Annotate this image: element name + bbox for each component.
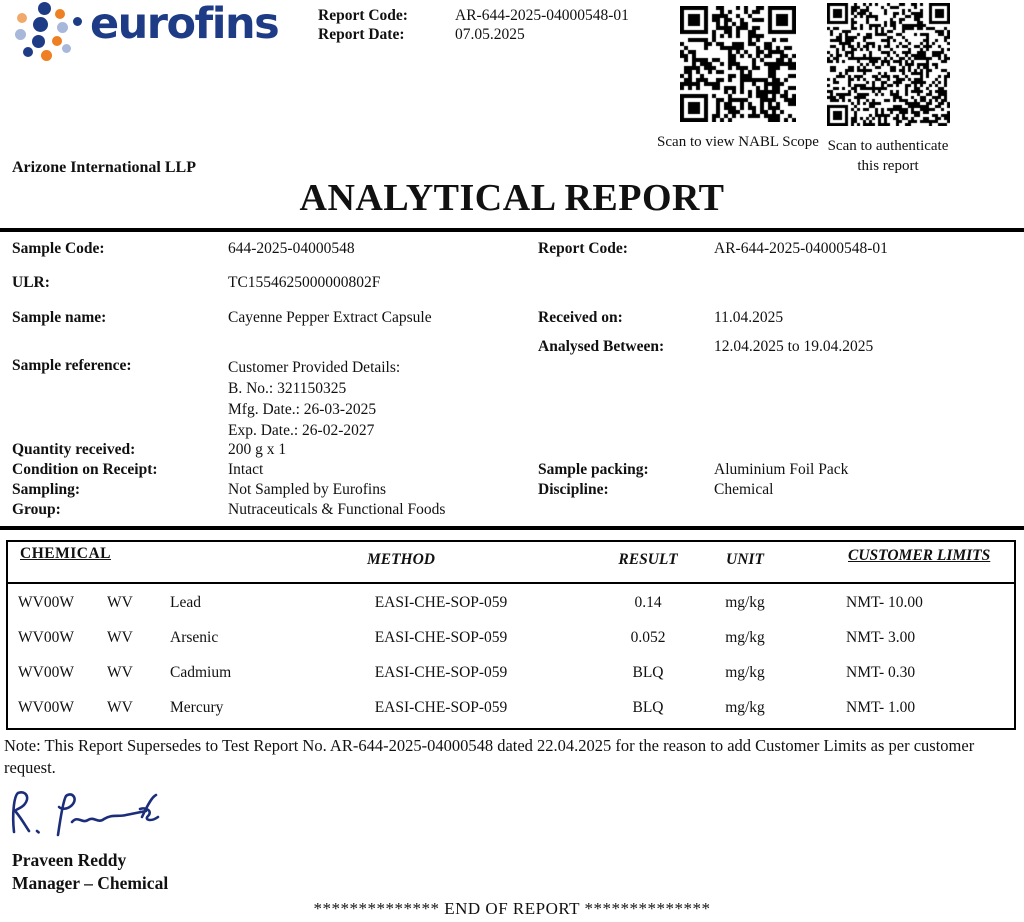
sample-reference-line: Exp. Date.: 26-02-2027 xyxy=(228,422,375,439)
group-value: Nutraceuticals & Functional Foods xyxy=(228,501,446,518)
qr-code-authenticate xyxy=(827,3,950,126)
analysed-between-value: 12.04.2025 to 19.04.2025 xyxy=(714,338,874,355)
divider-info-bottom xyxy=(0,526,1024,530)
row-result: BLQ xyxy=(632,664,664,681)
signatory-title: Manager – Chemical xyxy=(12,873,169,893)
ulr-value: TC1554625000000802F xyxy=(228,274,381,291)
quantity-received-value: 200 g x 1 xyxy=(228,441,287,458)
supersede-note: Note: This Report Supersedes to Test Report No. AR-644-2025-04000548 dated 22.04.2025 for the reason to add Customer Limits as per customer request. xyxy=(4,736,975,777)
report-title: ANALYTICAL REPORT xyxy=(299,177,725,219)
divider-top xyxy=(0,228,1024,232)
sample-name-value: Cayenne Pepper Extract Capsule xyxy=(228,309,432,326)
row-unit: mg/kg xyxy=(725,594,765,611)
row-unit: mg/kg xyxy=(725,699,765,716)
signatory-name: Praveen Reddy xyxy=(12,850,127,870)
analysed-between-label: Analysed Between: xyxy=(538,338,665,355)
end-of-report-text: ************** END OF REPORT ************** xyxy=(313,899,711,918)
row-limit: NMT- 10.00 xyxy=(846,594,923,611)
discipline-label: Discipline: xyxy=(538,481,609,498)
row-method: EASI-CHE-SOP-059 xyxy=(374,629,508,646)
report-code-label: Report Code: xyxy=(318,7,408,24)
table-header-divider xyxy=(8,582,1014,584)
condition-value: Intact xyxy=(228,461,264,478)
row-lab: WV xyxy=(107,664,133,681)
qr-auth-caption xyxy=(818,136,958,177)
table-section-title: CHEMICAL xyxy=(20,545,111,562)
qr-code-nabl-scope xyxy=(680,6,796,122)
row-method: EASI-CHE-SOP-059 xyxy=(374,594,508,611)
report-date-label: Report Date: xyxy=(318,26,405,43)
qr-auth-caption-line1: Scan to authenticate xyxy=(827,138,949,154)
sample-reference-line: Customer Provided Details: xyxy=(228,359,401,376)
quantity-received-label: Quantity received: xyxy=(12,441,136,458)
group-label: Group: xyxy=(12,501,61,518)
report-code-value-2: AR-644-2025-04000548-01 xyxy=(714,240,888,257)
chemical-results-table xyxy=(6,540,1016,730)
row-code: WV00W xyxy=(18,629,74,646)
row-code: WV00W xyxy=(18,699,74,716)
received-on-label: Received on: xyxy=(538,309,623,326)
sampling-value: Not Sampled by Eurofins xyxy=(228,481,386,498)
row-result: 0.14 xyxy=(634,594,662,611)
row-result: 0.052 xyxy=(630,629,666,646)
column-header-result: RESULT xyxy=(618,551,678,568)
eurofins-logo xyxy=(0,0,300,62)
report-code-label-2: Report Code: xyxy=(538,240,628,257)
row-unit: mg/kg xyxy=(725,629,765,646)
qr-nabl-block xyxy=(648,6,828,152)
qr-auth-block xyxy=(818,3,958,177)
row-limit: NMT- 3.00 xyxy=(846,629,916,646)
row-lab: WV xyxy=(107,699,133,716)
qr-auth-caption-line2: this report xyxy=(857,158,919,175)
row-method: EASI-CHE-SOP-059 xyxy=(374,699,508,716)
row-code: WV00W xyxy=(18,594,74,611)
row-lab: WV xyxy=(107,594,133,611)
signature-image xyxy=(4,784,184,842)
row-method: EASI-CHE-SOP-059 xyxy=(374,664,508,681)
discipline-value: Chemical xyxy=(714,481,774,498)
sample-reference-label: Sample reference: xyxy=(12,357,132,374)
received-on-value: 11.04.2025 xyxy=(714,309,784,326)
sample-packing-label: Sample packing: xyxy=(538,461,649,478)
qr-nabl-caption: Scan to view NABL Scope xyxy=(657,134,819,150)
column-header-unit: UNIT xyxy=(726,551,764,568)
company-name: Arizone International LLP xyxy=(12,159,196,176)
column-header-method: METHOD xyxy=(366,551,436,568)
row-result: BLQ xyxy=(632,699,664,716)
row-limit: NMT- 1.00 xyxy=(846,699,916,716)
sampling-label: Sampling: xyxy=(12,481,81,498)
sample-reference-line: Mfg. Date.: 26-03-2025 xyxy=(228,401,377,418)
sample-reference-value xyxy=(228,357,400,441)
row-parameter: Mercury xyxy=(170,699,224,716)
row-lab: WV xyxy=(107,629,133,646)
condition-label: Condition on Receipt: xyxy=(12,461,158,478)
row-parameter: Arsenic xyxy=(170,629,219,646)
report-code-value: AR-644-2025-04000548-01 xyxy=(455,7,629,24)
row-limit: NMT- 0.30 xyxy=(846,664,916,681)
row-parameter: Lead xyxy=(170,594,201,611)
row-unit: mg/kg xyxy=(725,664,765,681)
ulr-label: ULR: xyxy=(12,274,50,291)
column-header-limits: CUSTOMER LIMITS xyxy=(848,547,991,564)
sample-reference-line: B. No.: 321150325 xyxy=(228,380,347,397)
row-code: WV00W xyxy=(18,664,74,681)
sample-code-label: Sample Code: xyxy=(12,240,105,257)
report-date-value: 07.05.2025 xyxy=(455,26,525,43)
logo-text: eurofins xyxy=(90,0,279,49)
sample-code-value: 644-2025-04000548 xyxy=(228,240,355,257)
eurofins-logo-dots-icon xyxy=(14,2,86,62)
row-parameter: Cadmium xyxy=(170,664,232,681)
sample-name-label: Sample name: xyxy=(12,309,107,326)
sample-packing-value: Aluminium Foil Pack xyxy=(714,461,849,478)
